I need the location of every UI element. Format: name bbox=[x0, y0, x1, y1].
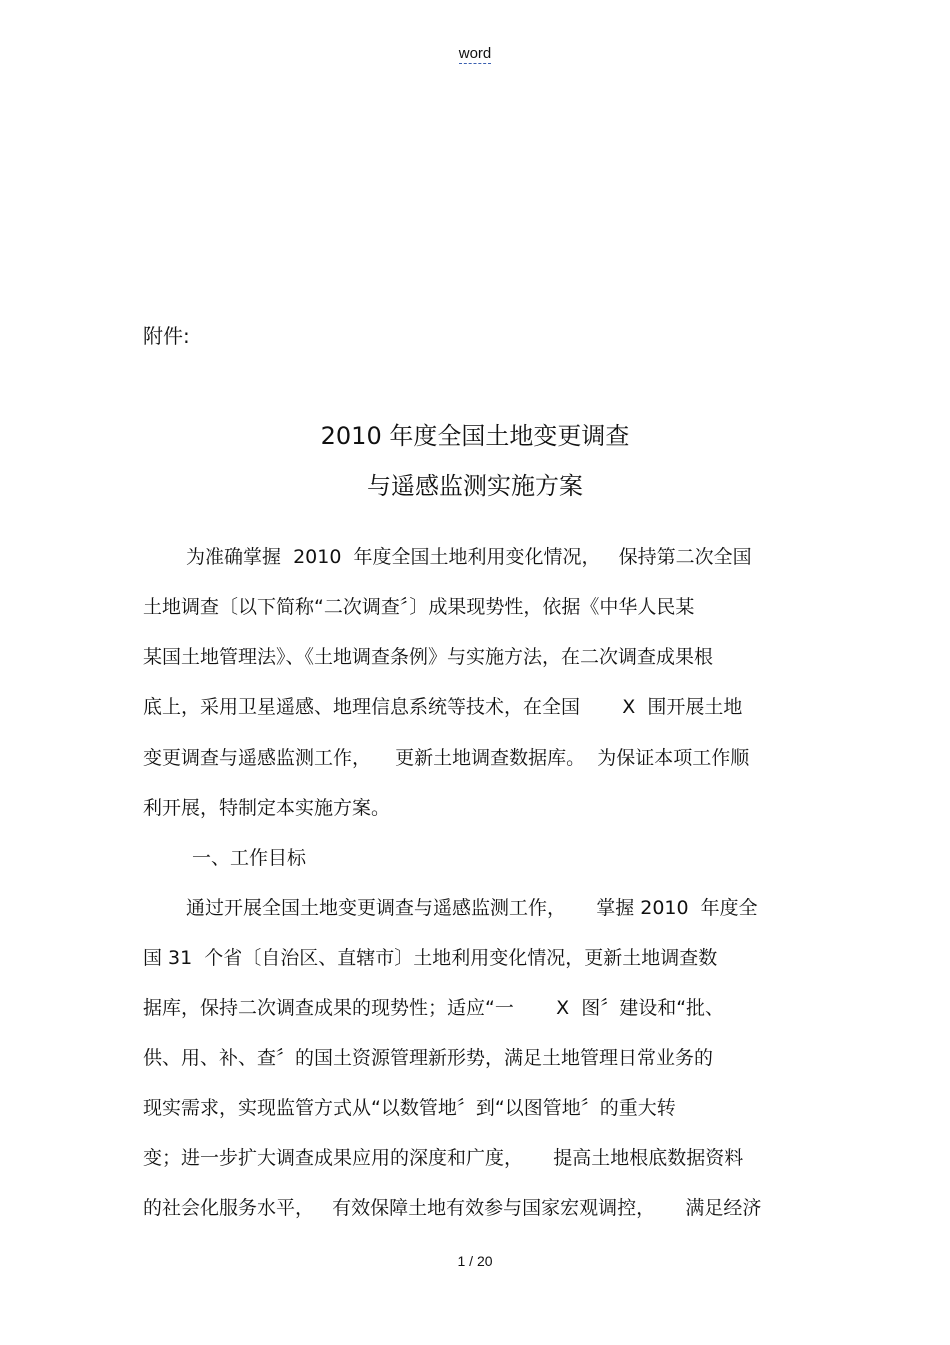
document-title-line-2: 与遥感监测实施方案 bbox=[367, 472, 583, 500]
body-line: 土地调查〔以下简称“二次调查〞〕成果现势性，依据《中华人民某 bbox=[143, 596, 695, 618]
body-line: 通过开展全国土地变更调查与遥感监测工作， 掌握 2010 年度全 bbox=[186, 897, 758, 919]
body-line: 利开展，特制定本实施方案。 bbox=[143, 797, 391, 819]
page-number: 1 / 20 bbox=[457, 1253, 493, 1269]
section-heading: 一、工作目标 bbox=[186, 847, 307, 869]
body-line: 的社会化服务水平， 有效保障土地有效参与国家宏观调控， 满足经济 bbox=[143, 1197, 762, 1219]
body-line: 变；进一步扩大调查成果应用的深度和广度， 提高土地根底数据资料 bbox=[143, 1147, 744, 1169]
body-line: 变更调查与遥感监测工作， 更新土地调查数据库。 为保证本项工作顺 bbox=[143, 747, 750, 769]
page-header bbox=[0, 44, 950, 64]
attachment-label: 附件: bbox=[143, 324, 190, 348]
body-line: 供、用、补、查〞的国土资源管理新形势，满足土地管理日常业务的 bbox=[143, 1047, 714, 1069]
body-line: 底上，采用卫星遥感、地理信息系统等技术，在全国 X 围开展土地 bbox=[143, 696, 743, 718]
body-line: 为准确掌握 2010 年度全国土地利用变化情况， 保持第二次全国 bbox=[186, 546, 752, 568]
body-line: 据库，保持二次调查成果的现势性；适应“一 X 图〞建设和“批、 bbox=[143, 997, 725, 1019]
body-line: 某国土地管理法》、《土地调查条例》与实施方法，在二次调查成果根 bbox=[143, 646, 714, 668]
body-line: 现实需求，实现监管方式从“以数管地〞到“以图管地〞的重大转 bbox=[143, 1097, 676, 1119]
body-line: 国 31 个省〔自治区、直辖市〕土地利用变化情况，更新土地调查数 bbox=[143, 947, 718, 969]
header-word-label: word bbox=[458, 45, 492, 62]
document-title-line-1: 2010 年度全国土地变更调查 bbox=[320, 422, 630, 450]
